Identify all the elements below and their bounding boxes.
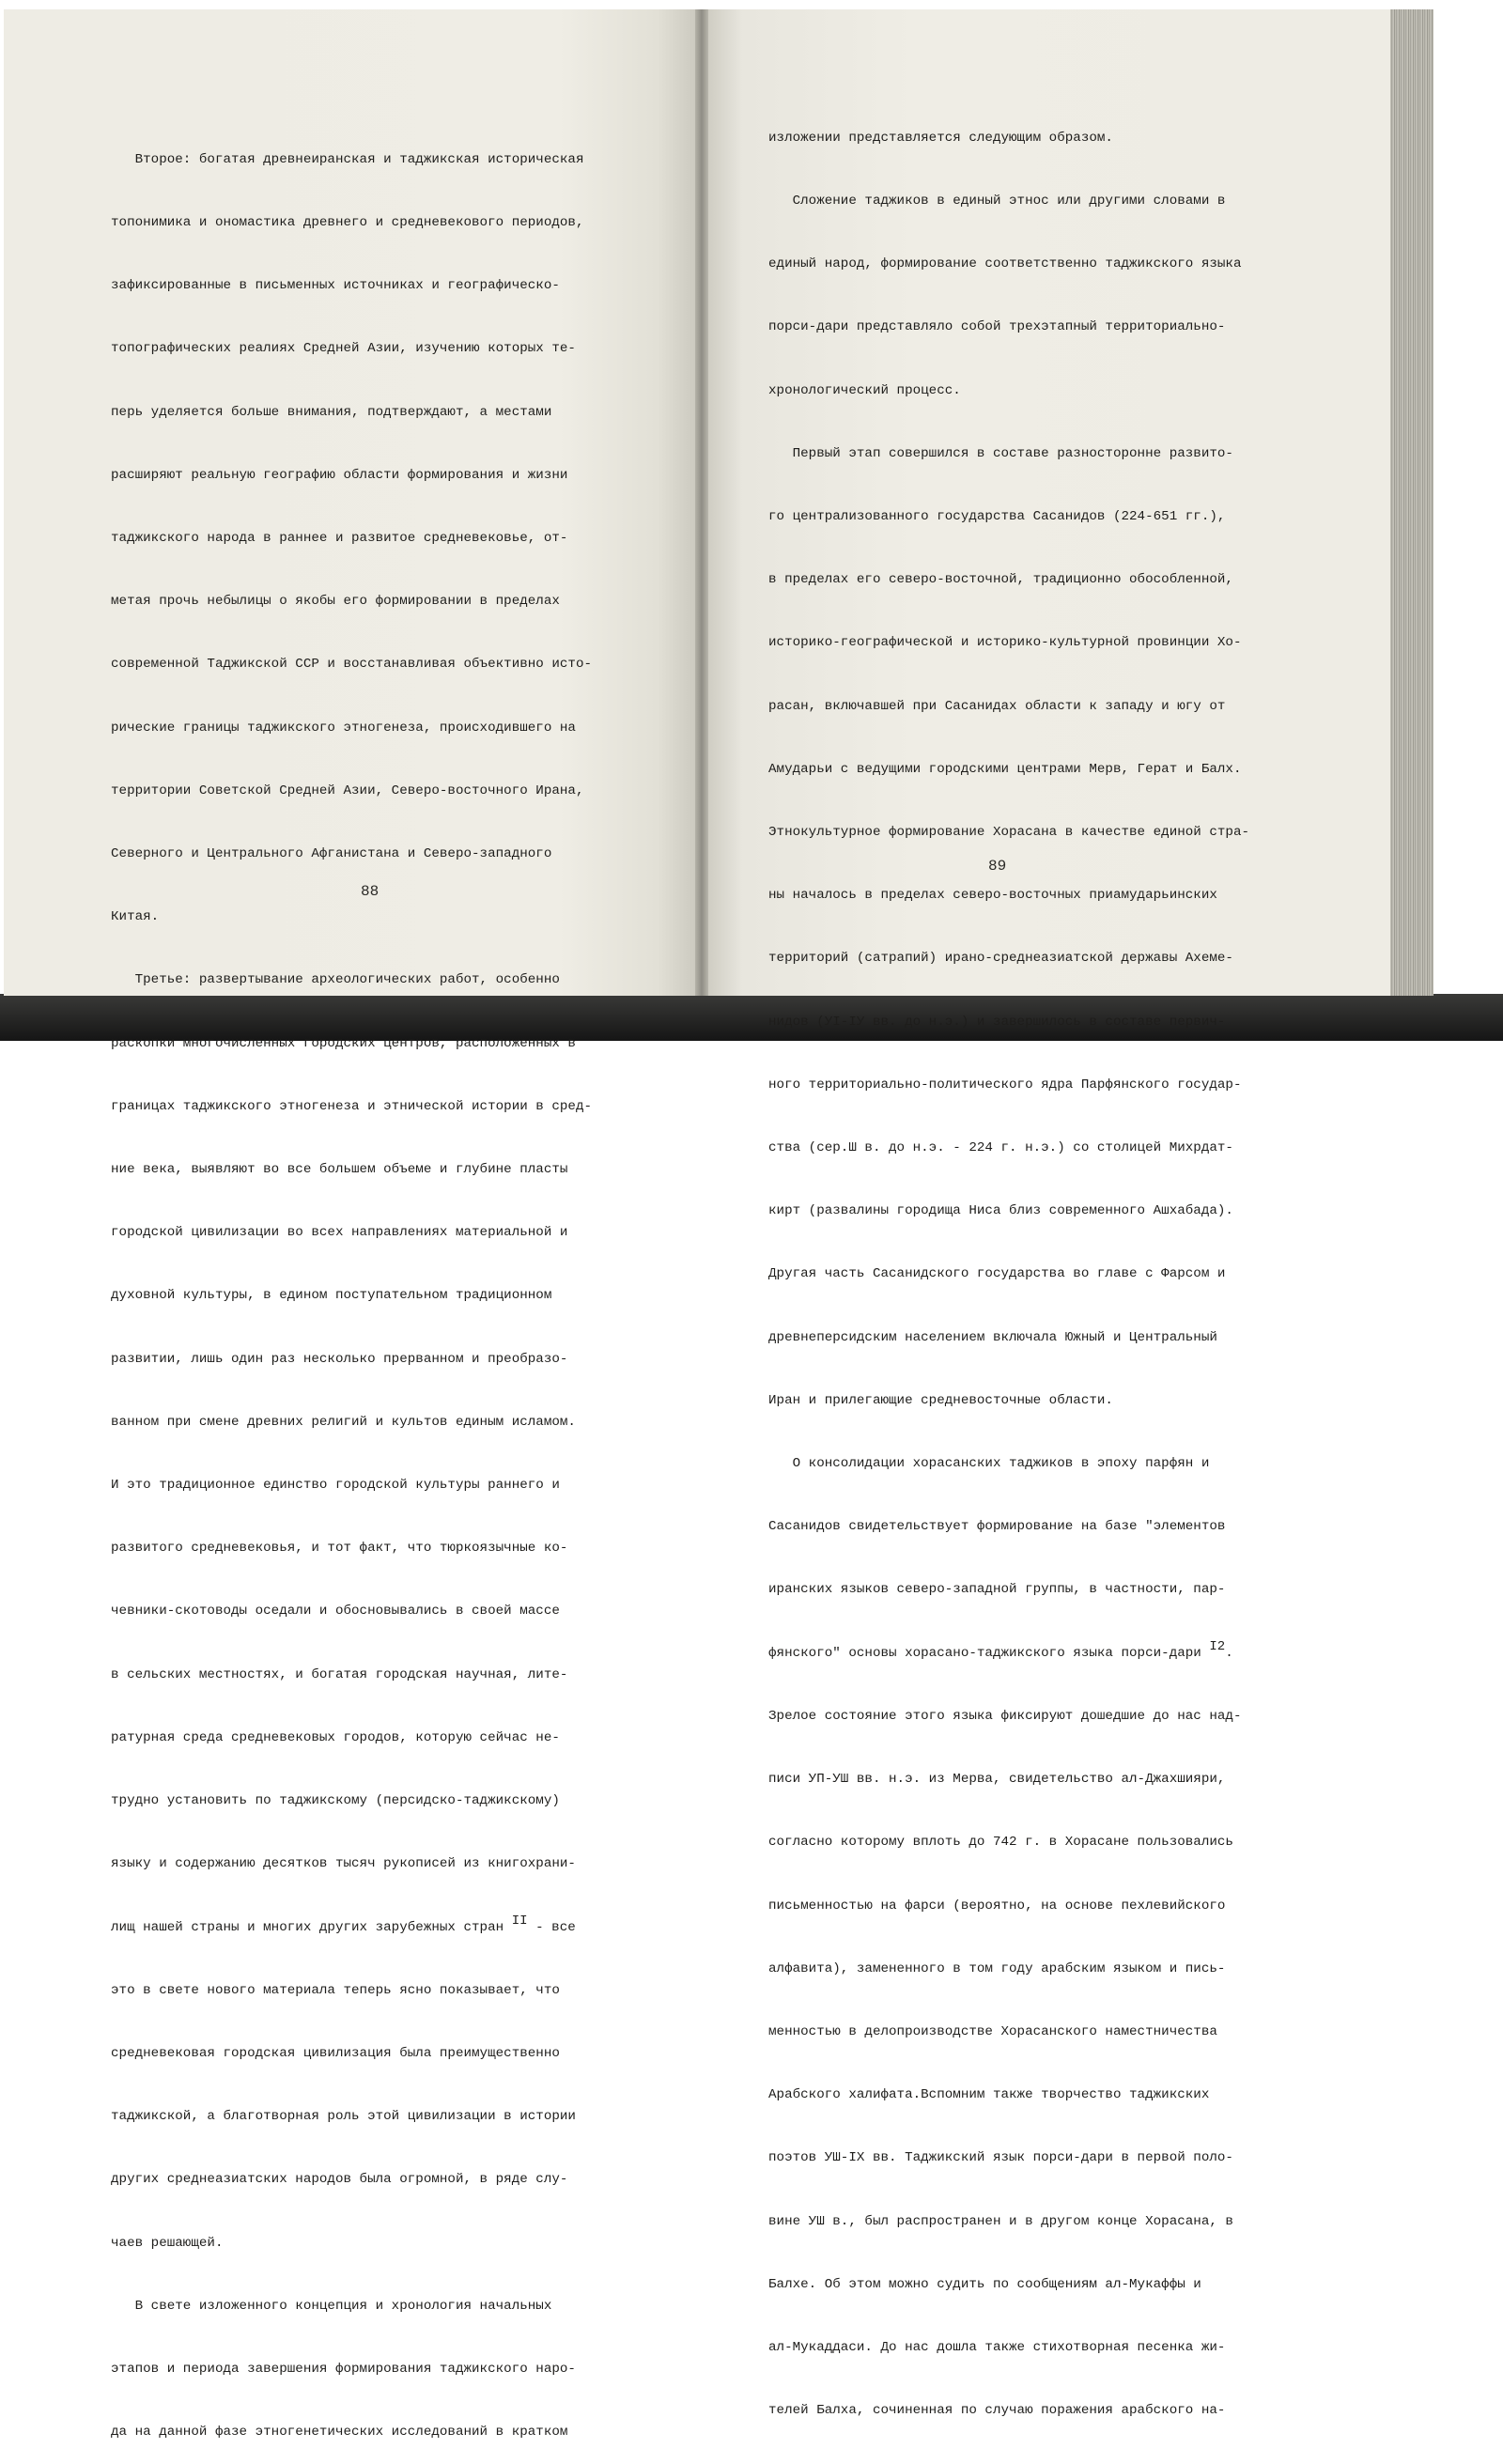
- text-line: письменностью на фарси (вероятно, на основе пехлевийского: [768, 1898, 1226, 1914]
- text-line: ного территориально-политического ядра Парфянского государ-: [768, 1077, 1242, 1093]
- text-line: изложении представляется следующим образом.: [768, 130, 1113, 146]
- text-line: средневековая городская цивилизация была преимущественно: [111, 2045, 560, 2061]
- text-line: хронологический процесс.: [768, 382, 961, 398]
- text-line: в пределах его северо-восточной, традиционно обособленной,: [768, 572, 1233, 588]
- text-line-with-footnote: [111, 1913, 592, 1938]
- right-page-text: [768, 85, 1249, 2442]
- text-line: Второе: богатая древнеиранская и таджикская историческая: [111, 151, 584, 167]
- text-line: го централизованного государства Сасанидов (224-651 гг.),: [768, 509, 1226, 525]
- text-line: менностью в делопроизводстве Хорасанского наместничества: [768, 2023, 1217, 2039]
- text-line: ратурная среда средневековых городов, которую сейчас не-: [111, 1729, 560, 1745]
- text-line: метая прочь небылицы о якобы его формировании в пределах: [111, 594, 560, 610]
- text-line: ны началось в пределах северо-восточных приамударьинских: [768, 888, 1217, 904]
- text-line: территорий (сатрапий) ирано-среднеазиатской державы Ахеме-: [768, 951, 1233, 967]
- text-line: таджикского народа в раннее и развитое средневековье, от-: [111, 531, 568, 547]
- text-line: нидов (УI-IУ вв. до н.э.) и завершилось в составе первич-: [768, 1014, 1226, 1030]
- text-line: алфавита), замененного в том году арабским языком и пись-: [768, 1960, 1226, 1976]
- text-line: в сельских местностях, и богатая городская научная, лите-: [111, 1666, 568, 1682]
- text-line: рические границы таджикского этногенеза, происходившего на: [111, 720, 576, 736]
- text-line-with-footnote: [768, 1638, 1249, 1664]
- text-line: ства (сер.Ш в. до н.э. - 224 г. н.э.) со столицей Михрдат-: [768, 1140, 1233, 1156]
- text-line: иранских языков северо-западной группы, в частности, пар-: [768, 1582, 1226, 1598]
- text-line: Китая.: [111, 909, 160, 925]
- text-line: Балхе. Об этом можно судить по сообщениям ал-Мукаффы и: [768, 2276, 1201, 2292]
- text-line: раскопки многочисленных городских центров, расположенных в: [111, 1035, 576, 1051]
- text-line: Первый этап совершился в составе разносторонне развито-: [768, 445, 1233, 461]
- text-line: перь уделяется больше внимания, подтверждают, а местами: [111, 404, 552, 420]
- text-line: Сасанидов свидетельствует формирование на базе "элементов: [768, 1519, 1226, 1535]
- text-line: других среднеазиатских народов была огромной, в ряде слу-: [111, 2172, 568, 2188]
- text-line: чевники-скотоводы оседали и обосновывались в своей массе: [111, 1604, 560, 1619]
- text-line: расан, включавшей при Сасанидах области к западу и югу от: [768, 698, 1226, 714]
- text-line: топографических реалиях Средней Азии, изучению которых те-: [111, 341, 576, 357]
- text-line: поэтов УШ-IX вв. Таджикский язык порси-дари в первой поло-: [768, 2150, 1233, 2166]
- text-line: это в свете нового материала теперь ясно показывает, что: [111, 1982, 560, 1998]
- text-line: ал-Мукаддаси. До нас дошла также стихотворная песенка жи-: [768, 2339, 1226, 2355]
- text-line: расширяют реальную географию области формирования и жизни: [111, 467, 568, 483]
- text-line: согласно которому вплоть до 742 г. в Хорасане пользовались: [768, 1835, 1233, 1851]
- text-line: Сложение таджиков в единый этнос или другими словами в: [768, 194, 1226, 209]
- text-line: Другая часть Сасанидского государства во главе с Фарсом и: [768, 1266, 1226, 1282]
- text-line: зафиксированные в письменных источниках и географическо-: [111, 278, 560, 294]
- text-segment: фянского" основы хорасано-таджикского языка порси-дари: [768, 1645, 1201, 1661]
- page-number-left: 88: [361, 883, 380, 900]
- text-line: Северного и Центрального Афганистана и Северо-западного: [111, 846, 552, 862]
- text-line: Третье: развертывание археологических работ, особенно: [111, 972, 560, 988]
- book-gutter: [695, 9, 708, 996]
- text-line: ние века, выявляют во все большем объеме и глубине пласты: [111, 1162, 568, 1178]
- text-line: языку и содержанию десятков тысяч рукописей из книгохрани-: [111, 1856, 576, 1872]
- text-line: О консолидации хорасанских таджиков в эпоху парфян и: [768, 1456, 1210, 1472]
- text-line: границах таджикского этногенеза и этнической истории в сред-: [111, 1098, 593, 1114]
- text-line: да на данной фазе этногенетических исследований в кратком: [111, 2425, 568, 2441]
- text-line: этапов и периода завершения формирования таджикского наро-: [111, 2361, 576, 2377]
- text-segment: - все: [527, 1919, 576, 1935]
- text-line: вине УШ в., был распространен и в другом конце Хорасана, в: [768, 2213, 1233, 2229]
- text-line: писи УП-УШ вв. н.э. из Мерва, свидетельство ал-Джахшияри,: [768, 1772, 1226, 1788]
- text-line: историко-географической и историко-культурной провинции Хо-: [768, 635, 1242, 651]
- text-line: телей Балха, сочиненная по случаю поражения арабского на-: [768, 2403, 1226, 2419]
- text-line: Этнокультурное формирование Хорасана в качестве единой стра-: [768, 825, 1250, 841]
- left-page-text: [111, 107, 592, 2464]
- text-line: Иран и прилегающие средневосточные области.: [768, 1392, 1113, 1408]
- text-line: современной Таджикской ССР и восстанавливая объективно исто-: [111, 657, 593, 673]
- text-line: Зрелое состояние этого языка фиксируют дошедшие до нас над-: [768, 1708, 1242, 1724]
- footnote-reference: I2: [1209, 1638, 1226, 1654]
- footnote-reference: II: [511, 1913, 528, 1929]
- text-line: топонимика и ономастика древнего и средневекового периодов,: [111, 215, 584, 231]
- text-line: ванном при смене древних религий и культов единым исламом.: [111, 1414, 576, 1430]
- text-segment: .: [1225, 1645, 1233, 1661]
- text-line: чаев решающей.: [111, 2235, 224, 2251]
- text-line: таджикской, а благотворная роль этой цивилизации в истории: [111, 2109, 576, 2125]
- text-line: кирт (развалины городища Ниса близ современного Ашхабада).: [768, 1203, 1233, 1219]
- text-line: Амударьи с ведущими городскими центрами Мерв, Герат и Балх.: [768, 761, 1242, 777]
- text-line: духовной культуры, в едином поступательном традиционном: [111, 1288, 552, 1304]
- text-segment: лищ нашей страны и многих других зарубежных стран: [111, 1919, 504, 1935]
- text-line: И это традиционное единство городской культуры раннего и: [111, 1478, 560, 1494]
- text-line: В свете изложенного концепция и хронология начальных: [111, 2298, 552, 2314]
- text-line: трудно установить по таджикскому (персидско-таджикскому): [111, 1793, 560, 1809]
- text-line: городской цивилизации во всех направлениях материальной и: [111, 1225, 568, 1241]
- text-line: территории Советской Средней Азии, Северо-восточного Ирана,: [111, 783, 584, 798]
- text-line: развитии, лишь один раз несколько прерванном и преобразо-: [111, 1351, 568, 1367]
- page-number-right: 89: [988, 858, 1007, 875]
- book-page-edges: [1390, 9, 1433, 996]
- text-line: порси-дари представляло собой трехэтапный территориально-: [768, 319, 1226, 335]
- text-line: единый народ, формирование соответственно таджикского языка: [768, 256, 1242, 272]
- text-line: развитого средневековья, и тот факт, что тюркоязычные ко-: [111, 1541, 568, 1557]
- text-line: древнеперсидским населением включала Южный и Центральный: [768, 1329, 1217, 1345]
- text-line: Арабского халифата.Вспомним также творчество таджикских: [768, 2087, 1210, 2103]
